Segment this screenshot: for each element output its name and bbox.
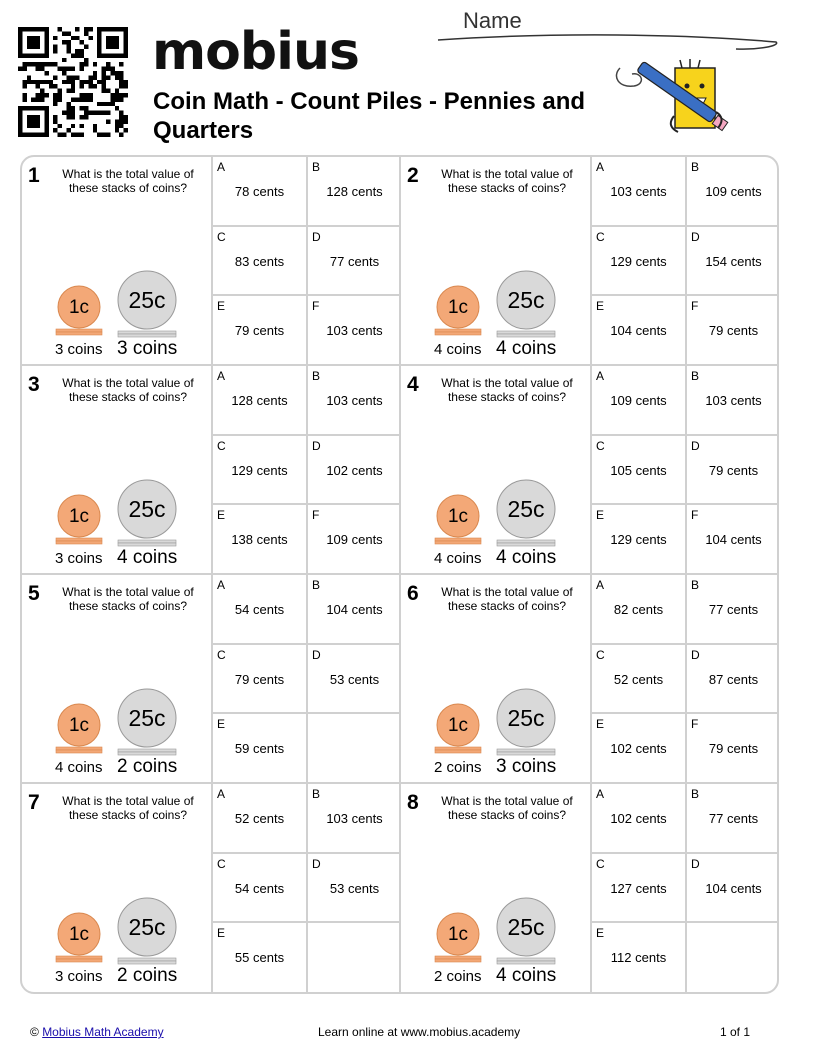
answer-option-d[interactable]: [685, 645, 779, 715]
answer-letter: F: [312, 299, 320, 313]
question-text: What is the total value of these stacks of coins?: [62, 794, 194, 822]
question-text: What is the total value of these stacks of coins?: [441, 167, 573, 195]
problem-5: [22, 575, 401, 784]
question-text: What is the total value of these stacks of coins?: [441, 794, 573, 822]
answer-option-e[interactable]: [211, 296, 306, 366]
academy-link[interactable]: Mobius Math Academy: [42, 1025, 164, 1039]
question-text: What is the total value of these stacks of coins?: [62, 167, 194, 195]
problem-8: [401, 784, 779, 993]
answer-letter: A: [596, 787, 605, 801]
problem-2: [401, 157, 779, 366]
penny-label: 1c: [447, 297, 469, 318]
penny-count: 3 coins: [55, 968, 103, 985]
answer-value: 127 cents: [610, 880, 667, 896]
answer-letter: B: [312, 578, 321, 592]
answer-option-c[interactable]: [211, 854, 306, 924]
answer-letter: A: [217, 160, 226, 174]
answer-value: 79 cents: [708, 323, 759, 338]
answer-value: 102 cents: [326, 462, 383, 478]
problem-number: 7: [28, 791, 40, 814]
answer-option-e[interactable]: [590, 923, 685, 993]
answer-value: 77 cents: [708, 811, 759, 826]
answer-value: 77 cents: [329, 253, 380, 269]
answer-letter: A: [596, 578, 605, 592]
answer-option-a[interactable]: [211, 366, 306, 436]
answer-value: 102 cents: [610, 811, 667, 826]
answer-value: 102 cents: [610, 741, 667, 756]
answer-letter: D: [312, 856, 321, 871]
answer-option-d[interactable]: [306, 854, 401, 924]
answer-option-b[interactable]: [306, 784, 401, 854]
answer-option-f[interactable]: [685, 296, 779, 366]
answer-grid: [590, 157, 779, 364]
question-text: What is the total value of these stacks of coins?: [441, 585, 573, 613]
answer-option-d[interactable]: [306, 645, 401, 715]
answer-value: 129 cents: [231, 462, 288, 478]
question-text: What is the total value of these stacks of coins?: [441, 376, 573, 404]
answer-letter: C: [217, 856, 226, 871]
answer-value: 79 cents: [708, 741, 759, 756]
problem-number: 5: [28, 582, 40, 605]
answer-value: 53 cents: [329, 671, 380, 687]
answer-option-e[interactable]: [211, 923, 306, 993]
answer-grid: [590, 366, 779, 573]
footer-copyright: © Mobius Math Academy: [30, 1025, 164, 1039]
answer-value: 129 cents: [610, 253, 667, 269]
answer-option-b[interactable]: [306, 157, 401, 227]
answer-value: 77 cents: [708, 602, 759, 617]
answer-value: 103 cents: [705, 393, 762, 408]
answer-value: 104 cents: [610, 323, 667, 338]
answer-letter: D: [312, 229, 321, 244]
penny-label: 1c: [447, 924, 469, 945]
answer-value: 104 cents: [326, 602, 383, 617]
answer-letter: F: [691, 717, 699, 731]
answer-value: 59 cents: [234, 741, 285, 756]
answer-grid: [590, 784, 779, 993]
answer-value: 53 cents: [329, 880, 380, 896]
answer-letter: E: [217, 299, 226, 313]
answer-letter: E: [596, 717, 605, 731]
quarter-count: 4 coins: [496, 965, 557, 986]
answer-value: 103 cents: [326, 323, 383, 338]
penny-label: 1c: [68, 715, 90, 736]
answer-value: 109 cents: [705, 184, 762, 199]
penny-count: 4 coins: [55, 759, 103, 776]
answer-letter: B: [312, 787, 321, 801]
problem-7: [22, 784, 401, 993]
answer-option-b[interactable]: [685, 784, 779, 854]
answer-letter: F: [691, 299, 699, 313]
answer-option-f[interactable]: [685, 714, 779, 784]
quarter-count: 2 coins: [117, 965, 178, 986]
problem-6: [401, 575, 779, 784]
quarter-count: 3 coins: [117, 338, 178, 359]
answer-value: 54 cents: [234, 880, 285, 896]
answer-value: 79 cents: [234, 671, 285, 687]
answer-letter: C: [217, 229, 226, 244]
answer-letter: C: [596, 438, 605, 453]
answer-letter: A: [596, 369, 605, 383]
answer-option-d[interactable]: [306, 436, 401, 506]
answer-letter: A: [217, 578, 226, 592]
answer-letter: C: [596, 229, 605, 244]
answer-letter: B: [312, 369, 321, 383]
answer-value: 128 cents: [326, 184, 383, 199]
answer-option-b[interactable]: [685, 157, 779, 227]
answer-option-b[interactable]: [685, 575, 779, 645]
answer-letter: C: [217, 438, 226, 453]
answer-letter: C: [596, 856, 605, 871]
quarter-count: 4 coins: [117, 547, 178, 568]
answer-option-f[interactable]: [306, 505, 401, 575]
answer-letter: D: [691, 229, 700, 244]
quarter-label: 25c: [128, 914, 166, 940]
answer-value: 129 cents: [610, 532, 667, 547]
penny-count: 2 coins: [434, 968, 482, 985]
answer-option-a[interactable]: [590, 157, 685, 227]
answer-letter: E: [596, 299, 605, 313]
answer-letter: F: [691, 508, 699, 522]
answer-option-b[interactable]: [685, 366, 779, 436]
answer-value: 105 cents: [610, 462, 667, 478]
answer-letter: E: [217, 926, 226, 940]
answer-option-f[interactable]: [306, 296, 401, 366]
answer-option-e[interactable]: [590, 505, 685, 575]
answer-value: 79 cents: [708, 462, 759, 478]
answer-letter: E: [596, 508, 605, 522]
mascot-illustration: [612, 56, 742, 156]
answer-value: 103 cents: [610, 184, 667, 199]
quarter-label: 25c: [128, 287, 166, 313]
penny-label: 1c: [68, 506, 90, 527]
answer-option-e[interactable]: [211, 714, 306, 784]
problem-number: 4: [407, 373, 419, 396]
question-text: What is the total value of these stacks of coins?: [62, 376, 194, 404]
answer-value: 112 cents: [610, 950, 667, 965]
answer-value: 83 cents: [234, 253, 285, 269]
penny-label: 1c: [447, 506, 469, 527]
penny-count: 2 coins: [434, 759, 482, 776]
answer-option-a[interactable]: [590, 575, 685, 645]
answer-option-d[interactable]: [685, 227, 779, 297]
answer-option-a[interactable]: [590, 366, 685, 436]
penny-count: 4 coins: [434, 550, 482, 567]
problem-1: [22, 157, 401, 366]
answer-option-f[interactable]: [685, 505, 779, 575]
answer-option-a[interactable]: [211, 157, 306, 227]
quarter-count: 3 coins: [496, 756, 557, 777]
problem-number: 8: [407, 791, 419, 814]
quarter-count: 4 coins: [496, 338, 557, 359]
penny-label: 1c: [68, 297, 90, 318]
answer-value: 103 cents: [326, 811, 383, 826]
penny-count: 4 coins: [434, 341, 482, 358]
answer-option-c[interactable]: [211, 436, 306, 506]
quarter-label: 25c: [128, 496, 166, 522]
answer-option-a[interactable]: [211, 784, 306, 854]
answer-letter: A: [217, 787, 226, 801]
answer-value: 109 cents: [326, 532, 383, 547]
quarter-count: 2 coins: [117, 756, 178, 777]
quarter-label: 25c: [507, 705, 545, 731]
answer-letter: F: [312, 508, 320, 522]
answer-letter: D: [312, 647, 321, 662]
answer-value: 52 cents: [613, 671, 664, 687]
answer-grid: [211, 366, 401, 573]
footer-page-number: 1 of 1: [720, 1025, 751, 1039]
quarter-label: 25c: [507, 287, 545, 313]
answer-grid: [211, 575, 401, 782]
answer-option-c[interactable]: [211, 227, 306, 297]
answer-option-e[interactable]: [211, 505, 306, 575]
name-label: Name: [463, 8, 522, 33]
answer-letter: C: [217, 647, 226, 662]
answer-value: 103 cents: [326, 393, 383, 408]
answer-letter: D: [691, 647, 700, 662]
quarter-label: 25c: [507, 496, 545, 522]
question-text: What is the total value of these stacks of coins?: [62, 585, 194, 613]
answer-option-a[interactable]: [590, 784, 685, 854]
quarter-label: 25c: [507, 914, 545, 940]
answer-option-d[interactable]: [685, 854, 779, 924]
answer-option-d[interactable]: [306, 227, 401, 297]
answer-value: 54 cents: [234, 602, 285, 617]
empty-answer-cell: [306, 714, 401, 784]
penny-count: 3 coins: [55, 550, 103, 567]
answer-value: 154 cents: [705, 253, 762, 269]
answer-option-e[interactable]: [590, 296, 685, 366]
worksheet-title: Coin Math - Count Piles - Pennies and Quarters: [153, 88, 586, 144]
problem-number: 2: [407, 164, 419, 187]
answer-option-b[interactable]: [306, 575, 401, 645]
answer-value: 52 cents: [234, 811, 285, 826]
answer-option-c[interactable]: [590, 227, 685, 297]
answer-letter: B: [691, 787, 700, 801]
penny-label: 1c: [68, 924, 90, 945]
answer-letter: C: [596, 647, 605, 662]
answer-value: 128 cents: [231, 393, 288, 408]
answer-option-d[interactable]: [685, 436, 779, 506]
footer-learn-online: Learn online at www.mobius.academy: [318, 1025, 521, 1039]
answer-letter: B: [691, 369, 700, 383]
quarter-label: 25c: [128, 705, 166, 731]
answer-value: 87 cents: [708, 671, 759, 687]
answer-letter: B: [691, 578, 700, 592]
answer-option-b[interactable]: [306, 366, 401, 436]
problem-number: 3: [28, 373, 40, 396]
answer-letter: A: [217, 369, 226, 383]
answer-grid: [211, 784, 401, 993]
answer-letter: D: [691, 856, 700, 871]
empty-answer-cell: [306, 923, 401, 993]
qr-code: [18, 27, 128, 137]
problem-4: [401, 366, 779, 575]
answer-letter: B: [312, 160, 321, 174]
answer-letter: D: [691, 438, 700, 453]
answer-option-c[interactable]: [590, 436, 685, 506]
empty-answer-cell: [685, 923, 779, 993]
answer-value: 82 cents: [613, 602, 664, 617]
quarter-count: 4 coins: [496, 547, 557, 568]
mobius-logo: [152, 22, 359, 82]
answer-value: 109 cents: [610, 393, 667, 408]
answer-letter: D: [312, 438, 321, 453]
penny-count: 3 coins: [55, 341, 103, 358]
answer-letter: A: [596, 160, 605, 174]
answer-value: 78 cents: [234, 184, 285, 199]
problem-grid: [20, 155, 779, 994]
answer-value: 104 cents: [705, 880, 762, 896]
answer-option-c[interactable]: [211, 645, 306, 715]
answer-value: 104 cents: [705, 532, 762, 547]
answer-value: 55 cents: [234, 950, 285, 965]
logo-text: mobius: [152, 22, 359, 82]
answer-letter: B: [691, 160, 700, 174]
answer-letter: E: [217, 717, 226, 731]
answer-value: 138 cents: [231, 532, 288, 547]
answer-value: 79 cents: [234, 323, 285, 338]
answer-option-c[interactable]: [590, 645, 685, 715]
penny-label: 1c: [447, 715, 469, 736]
answer-option-a[interactable]: [211, 575, 306, 645]
answer-letter: E: [596, 926, 605, 940]
answer-grid: [590, 575, 779, 782]
problem-3: [22, 366, 401, 575]
answer-option-e[interactable]: [590, 714, 685, 784]
answer-option-c[interactable]: [590, 854, 685, 924]
answer-grid: [211, 157, 401, 364]
name-line: [436, 28, 781, 58]
problem-number: 1: [28, 164, 40, 187]
problem-number: 6: [407, 582, 419, 605]
answer-letter: E: [217, 508, 226, 522]
